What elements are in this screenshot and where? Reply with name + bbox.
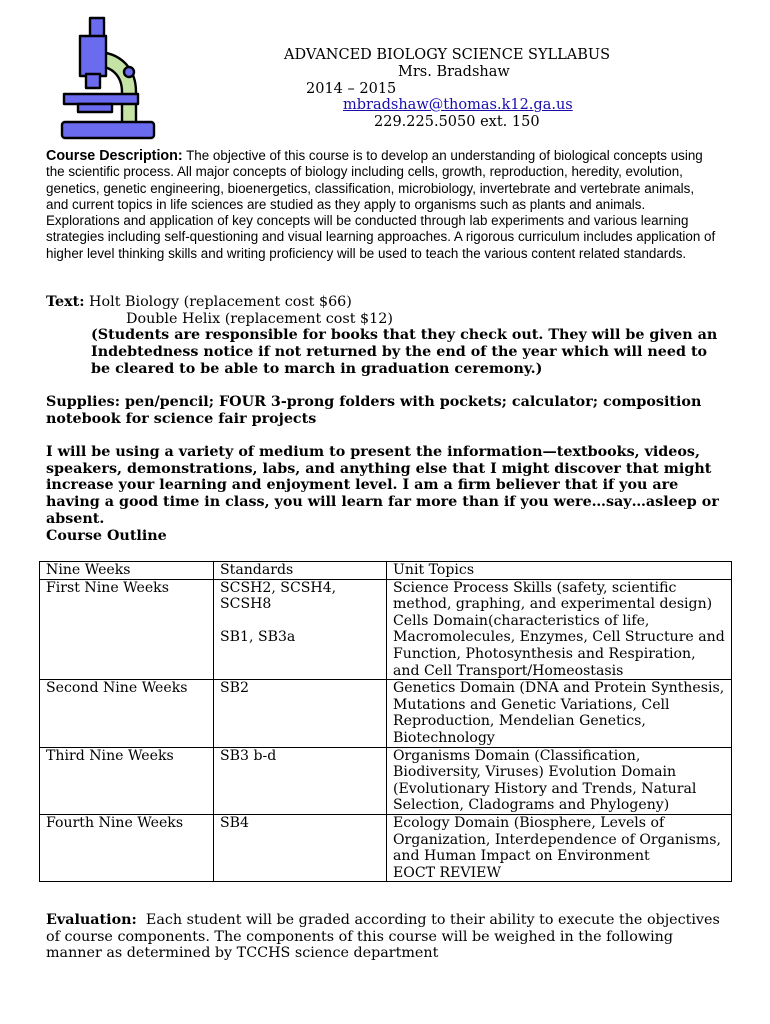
evaluation-text: Each student will be graded according to their ability to execute the objectives of course components. The components of this course will be weighed in the following manner as determined by TCCHS science department — [46, 912, 720, 962]
text-label: Text: — [46, 294, 85, 310]
period-cell: First Nine Weeks — [40, 579, 214, 680]
topics-cell: Genetics Domain (DNA and Protein Synthesis, Mutations and Genetic Variations, Cell Reproduction, Mendelian Genetics, Biotechnology — [387, 680, 732, 747]
course-outline-table — [39, 561, 732, 882]
header-unit-topics: Unit Topics — [387, 562, 732, 580]
standards-cell: SB4 — [214, 814, 387, 881]
table-row — [40, 814, 732, 881]
standards-cell: SB3 b-d — [214, 747, 387, 814]
standards-cell: SB2 — [214, 680, 387, 747]
teacher-name: Mrs. Bradshaw — [398, 64, 510, 80]
table-row — [40, 747, 732, 814]
period-cell: Second Nine Weeks — [40, 680, 214, 747]
standards-line: SCSH2, SCSH4, — [220, 579, 337, 596]
course-description-text: The objective of this course is to develop an understanding of biological concepts using the scientific process. All major concepts of biology including cells, growth, reproduction, heredity, evolution, genetics, genetic engineering, bioenergetics, classification, microbiology, invertebrate and vertebrate animals, and current topics in life sciences are studied as they apply to organisms such as plants and animals. Explorations and application of key concepts will be conducted through lab experiments and various learning strategies including self-questioning and visual learning approaches. A rigorous curriculum includes application of higher level thinking skills and writing proficiency will be used to teach the various content related standards. — [46, 148, 716, 261]
standards-cell — [214, 579, 387, 680]
topics-cell — [387, 814, 732, 881]
topics-text: Ecology Domain (Biosphere, Levels of Organization, Interdependence of Organisms, and Human Impact on Environment — [393, 814, 721, 865]
standards-line: SCSH8 — [220, 596, 272, 613]
books-responsibility-note: (Students are responsible for books that they check out. They will be given an Indebtedness notice if not returned by the end of the year which will need to be cleared to be able to march in graduation ceremony.) — [91, 327, 718, 377]
evaluation-paragraph — [46, 912, 726, 962]
teaching-medium-paragraph: I will be using a variety of medium to present the information—textbooks, videos, speakers, demonstrations, labs, and anything else that I might discover that might increase your learning and enjoyment level. I am a firm believer that if you are having a good time in class, you will learn far more than if you were…say…asleep or absent. — [46, 444, 719, 527]
period-cell: Third Nine Weeks — [40, 747, 214, 814]
table-header-row — [40, 562, 732, 580]
course-description — [46, 148, 716, 262]
evaluation-label: Evaluation: — [46, 912, 137, 928]
header-standards: Standards — [214, 562, 387, 580]
topics-cell: Science Process Skills (safety, scientific method, graphing, and experimental design) Cells Domain(characteristics of life, Macromolecules, Enzymes, Cell Structure and Function, Photosynthesis and Respiration, and Cell Transport/Homeostasis — [387, 579, 732, 680]
teacher-phone: 229.225.5050 ext. 150 — [374, 114, 540, 130]
period-cell: Fourth Nine Weeks — [40, 814, 214, 881]
course-outline-heading: Course Outline — [46, 528, 167, 544]
standards-line: SB1, SB3a — [220, 629, 296, 646]
topics-extra: EOCT REVIEW — [393, 864, 501, 881]
page-title: ADVANCED BIOLOGY SCIENCE SYLLABUS — [284, 47, 611, 63]
topics-cell: Organisms Domain (Classification, Biodiversity, Viruses) Evolution Domain (Evolutionary History and Trends, Natural Selection, Cladograms and Phylogeny) — [387, 747, 732, 814]
school-year: 2014 – 2015 — [306, 81, 397, 97]
teacher-email-link[interactable]: mbradshaw@thomas.k12.ga.us — [343, 97, 573, 113]
supplies-paragraph: Supplies: pen/pencil; FOUR 3-prong folders with pockets; calculator; composition notebook for science fair projects — [46, 394, 702, 427]
microscope-icon — [58, 14, 158, 142]
textbook-double-helix: Double Helix (replacement cost $12) — [126, 310, 393, 327]
table-row — [40, 680, 732, 747]
table-row — [40, 579, 732, 680]
header-nine-weeks: Nine Weeks — [40, 562, 214, 580]
textbook-holt: Holt Biology (replacement cost $66) — [89, 294, 352, 310]
text-section — [46, 294, 716, 378]
course-description-label: Course Description: — [46, 148, 183, 164]
